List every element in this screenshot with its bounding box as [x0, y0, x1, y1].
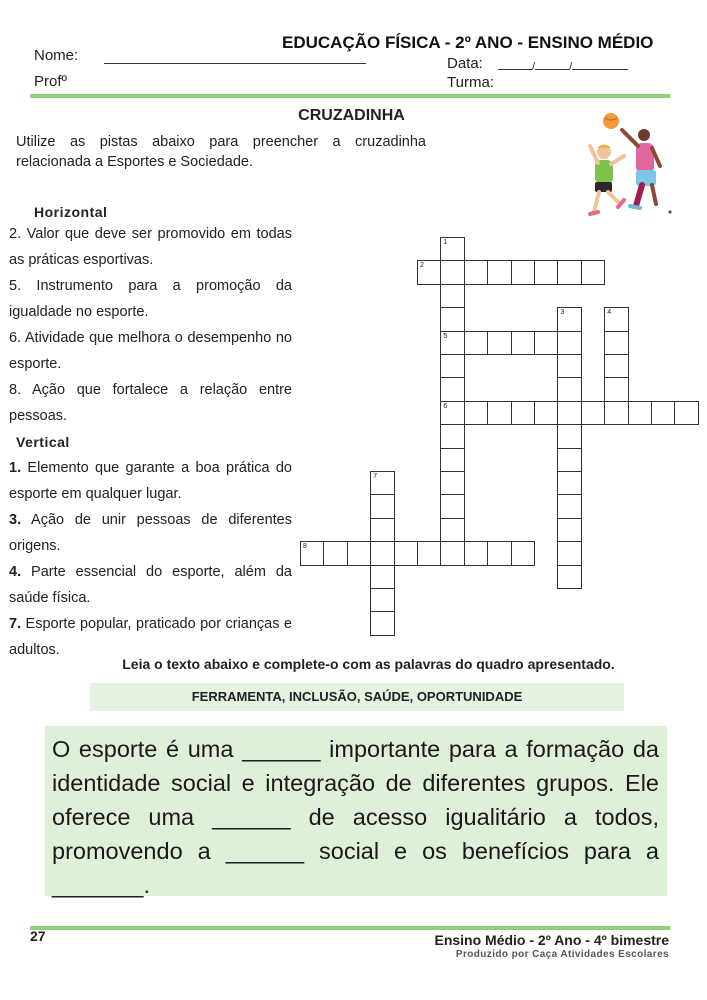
crossword-cell[interactable] — [370, 565, 394, 589]
footer-credit: Produzido por Caça Atividades Escolares — [455, 949, 669, 960]
crossword-cell[interactable] — [464, 541, 488, 565]
crossword-cell[interactable] — [464, 260, 488, 284]
crossword-cell[interactable] — [464, 331, 488, 355]
clue-vertical-3: 3. Ação de unir pessoas de diferentes origens. — [9, 512, 292, 554]
clue-vertical-4: 4. Parte essencial do esporte, além da saúde física. — [9, 564, 292, 606]
crossword-cell[interactable] — [557, 354, 581, 378]
instructions-text: Utilize as pistas abaixo para preencher a cruzadinha relacionada a Esportes e Sociedade. — [16, 134, 426, 170]
crossword-cell[interactable] — [440, 424, 464, 448]
crossword-cell[interactable] — [557, 307, 581, 331]
crossword-cell[interactable] — [370, 518, 394, 542]
crossword-cell[interactable] — [604, 331, 628, 355]
crossword-cell[interactable] — [347, 541, 371, 565]
crossword-cell[interactable] — [581, 260, 605, 284]
crossword-cell[interactable] — [628, 401, 652, 425]
crossword-cell[interactable] — [604, 307, 628, 331]
vertical-heading: Vertical — [16, 434, 70, 450]
horizontal-heading: Horizontal — [34, 204, 108, 220]
clue-horizontal-8: 8. Ação que fortalece a relação entre pessoas. — [9, 382, 292, 424]
crossword-cell[interactable] — [511, 331, 535, 355]
crossword-cell[interactable] — [534, 401, 558, 425]
crossword-cell[interactable] — [370, 471, 394, 495]
crossword-cell[interactable] — [557, 565, 581, 589]
crossword-cell[interactable] — [557, 518, 581, 542]
clue-number: 8 — [303, 543, 307, 551]
clue-number: 4 — [607, 309, 612, 317]
crossword-cell[interactable] — [534, 331, 558, 355]
clue-vertical-1: 1. Elemento que garante a boa prática do esporte em qualquer lugar. — [9, 460, 292, 502]
reading-instruction: Leia o texto abaixo e complete-o com as palavras do quadro apresentado. — [122, 656, 615, 672]
crossword-cell[interactable] — [417, 541, 441, 565]
crossword-cell[interactable] — [370, 494, 394, 518]
name-label: Nome: — [34, 47, 79, 64]
crossword-cell[interactable] — [511, 260, 535, 284]
crossword-cell[interactable] — [557, 331, 581, 355]
crossword-cell[interactable] — [440, 307, 464, 331]
crossword-cell[interactable] — [440, 448, 464, 472]
crossword-cell[interactable] — [417, 260, 441, 284]
date-label: Data: — [447, 55, 483, 72]
crossword-cell[interactable] — [464, 401, 488, 425]
clue-number: 5 — [443, 332, 448, 340]
crossword-cell[interactable] — [674, 401, 698, 425]
crossword-cell[interactable] — [557, 471, 581, 495]
crossword-cell[interactable] — [440, 518, 464, 542]
crossword-cell[interactable] — [440, 494, 464, 518]
crossword-cell[interactable] — [370, 541, 394, 565]
crossword-cell[interactable] — [511, 401, 535, 425]
crossword-cell[interactable] — [651, 401, 675, 425]
crossword-cell[interactable] — [557, 424, 581, 448]
crossword-cell[interactable] — [370, 611, 394, 635]
clue-number: 2 — [420, 262, 424, 270]
crossword-cell[interactable] — [440, 354, 464, 378]
page-number: 27 — [30, 928, 46, 944]
clue-horizontal-5: 5. Instrumento para a promoção da igualdade no esporte. — [9, 278, 292, 320]
clue-number: 6 — [443, 402, 448, 410]
crossword-cell[interactable] — [557, 541, 581, 565]
crossword-cell[interactable] — [440, 260, 464, 284]
crossword-cell[interactable] — [440, 471, 464, 495]
crossword-cell[interactable] — [487, 401, 511, 425]
clue-vertical-7: 7. Esporte popular, praticado por crianças e adultos. — [9, 616, 292, 658]
clue-number: 7 — [373, 473, 378, 480]
crossword-cell[interactable] — [557, 448, 581, 472]
crossword-cell[interactable] — [440, 401, 464, 425]
crossword-cell[interactable] — [487, 541, 511, 565]
clue-number: 3 — [560, 309, 565, 317]
clue-horizontal-6: 6. Atividade que melhora o desempenho no esporte. — [9, 330, 292, 372]
crossword-cell[interactable] — [534, 260, 558, 284]
fill-in-passage-box — [45, 726, 667, 896]
crossword-cell[interactable] — [394, 541, 418, 565]
section-title: CRUZADINHA — [298, 107, 405, 124]
crossword-cell[interactable] — [487, 260, 511, 284]
crossword-cell[interactable] — [604, 377, 628, 401]
fill-in-passage: O esporte é uma ______ importante para a formação da identidade social e integração de diferentes grupos. Ele oferece uma ______ de acesso igualitário a todos, promovendo a ______ social e os benefícios para a _______. — [52, 736, 659, 898]
footer-divider — [30, 926, 670, 930]
crossword-cell[interactable] — [300, 541, 324, 565]
crossword-cell[interactable] — [557, 260, 581, 284]
worksheet-title: EDUCAÇÃO FÍSICA - 2º ANO - ENSINO MÉDIO — [282, 33, 654, 52]
clue-horizontal-2: 2. Valor que deve ser promovido em todas as práticas esportivas. — [9, 226, 292, 268]
crossword-cell[interactable] — [557, 401, 581, 425]
crossword-cell[interactable] — [557, 377, 581, 401]
crossword-cell[interactable] — [440, 377, 464, 401]
crossword-cell[interactable] — [604, 401, 628, 425]
crossword-cell[interactable] — [440, 541, 464, 565]
word-bank: FERRAMENTA, INCLUSÃO, SAÚDE, OPORTUNIDADE — [90, 683, 624, 711]
class-label: Turma: — [447, 74, 494, 91]
date-field[interactable]: / / — [498, 60, 628, 73]
crossword-cell[interactable] — [440, 284, 464, 308]
crossword-cell[interactable] — [604, 354, 628, 378]
crossword-cell[interactable] — [487, 331, 511, 355]
crossword-cell[interactable] — [323, 541, 347, 565]
crossword-cell[interactable] — [557, 494, 581, 518]
crossword-cell[interactable] — [581, 401, 605, 425]
crossword-cell[interactable] — [440, 237, 464, 261]
clue-number: 1 — [443, 239, 448, 246]
crossword-cell[interactable] — [370, 588, 394, 612]
footer-level: Ensino Médio - 2º Ano - 4º bimestre — [434, 932, 669, 948]
teacher-label: Profº — [34, 73, 67, 90]
crossword-cell[interactable] — [511, 541, 535, 565]
crossword-cell[interactable] — [440, 331, 464, 355]
